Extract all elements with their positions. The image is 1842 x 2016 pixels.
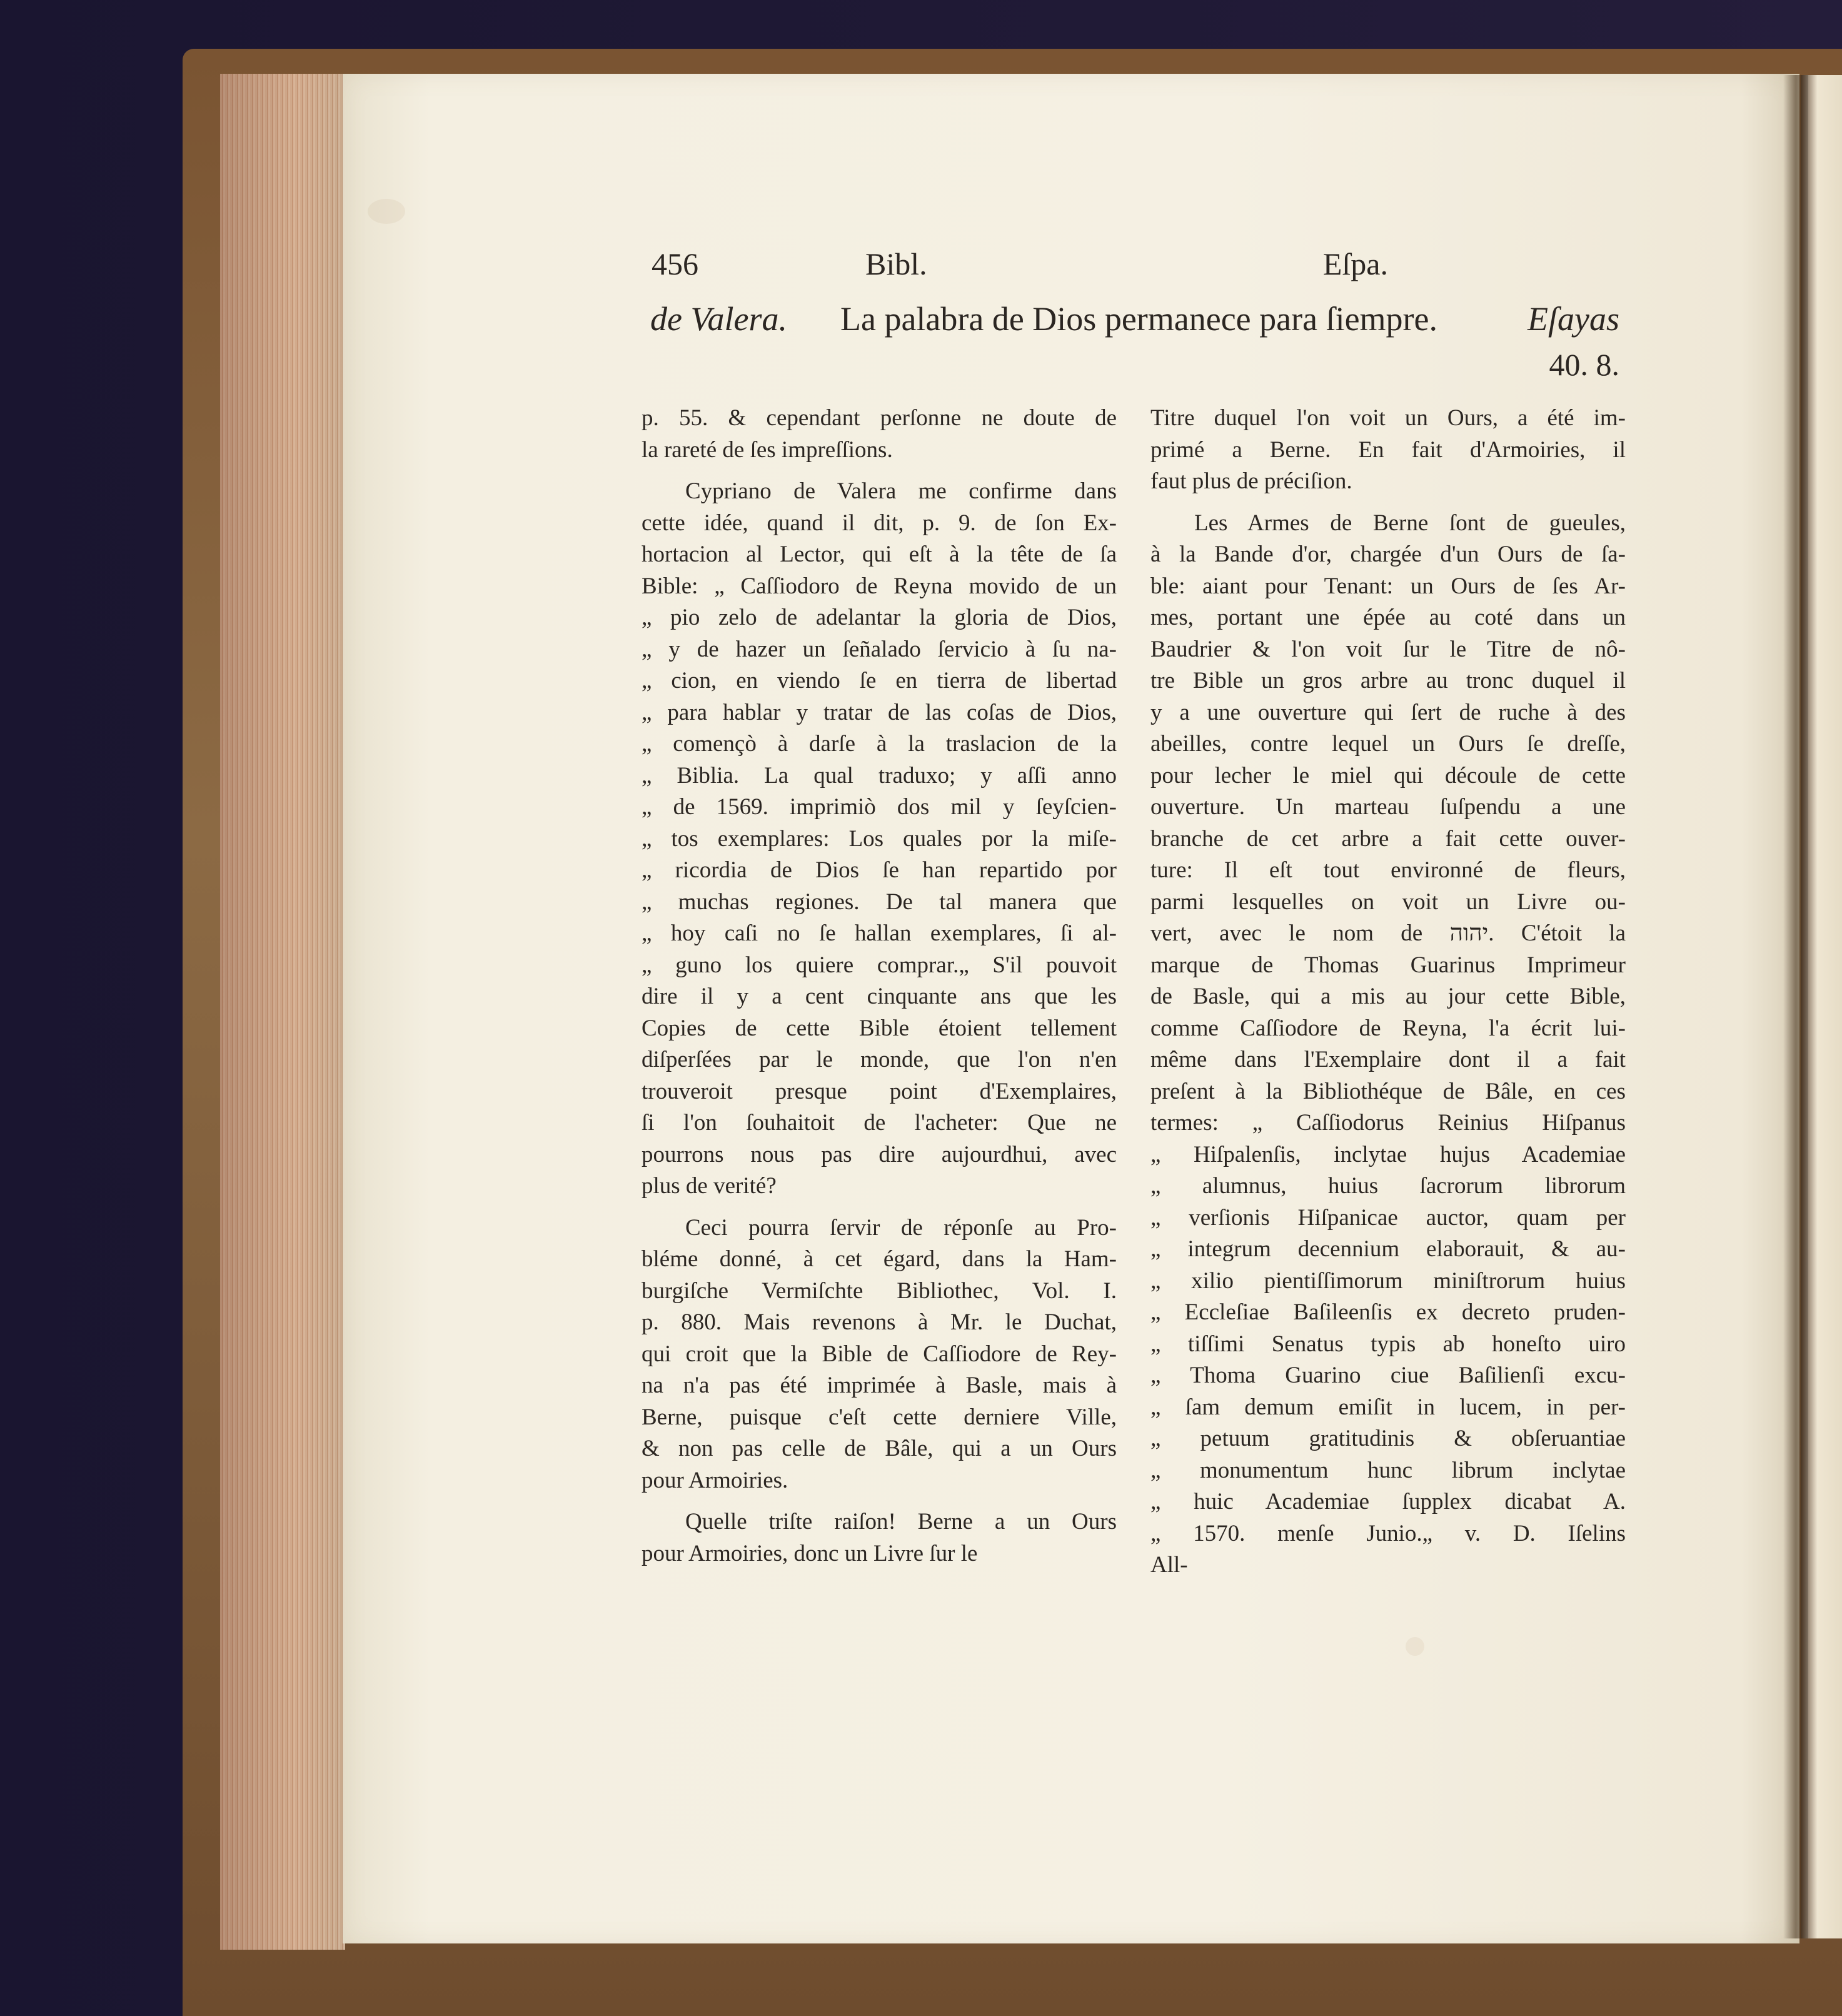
text-line: pour lecher le miel qui découle de cette: [1150, 762, 1626, 789]
text-line: „ de 1569. imprimiò dos mil y ſeyſcien-: [642, 794, 1117, 820]
text-line: „ para hablar y tratar de las coſas de Dios,: [642, 699, 1117, 725]
motto-source: Eſayas: [1527, 300, 1619, 338]
text-line: Bible: „ Caſſiodoro de Reyna movido de un: [642, 573, 1117, 599]
text-line: p. 880. Mais revenons à Mr. le Duchat,: [642, 1309, 1117, 1335]
text-line: termes: „ Caſſiodorus Reinius Hiſpanus: [1150, 1110, 1626, 1136]
text-line: à la Bande d'or, chargée d'un Ours de ſa-: [1150, 542, 1626, 567]
text-line: „ muchas regiones. De tal manera que: [642, 889, 1117, 915]
paragraph-gap: [1150, 498, 1626, 508]
text-line: vert, avec le nom de יהוה. C'étoit la: [1150, 920, 1626, 946]
motto-line: [650, 294, 1619, 344]
text-line: preſent à la Bibliothéque de Bâle, en ces: [1150, 1078, 1626, 1104]
text-line: „ xilio pientiſſimorum miniſtrorum huius: [1150, 1268, 1626, 1294]
text-line: qui croit que la Bible de Caſſiodore de Rey-: [642, 1341, 1117, 1367]
text-line: „ Eccleſiae Baſileenſis ex decreto pruden-: [1150, 1299, 1626, 1325]
text-line: Quelle triſte raiſon! Berne a un Ours: [685, 1509, 1117, 1535]
text-line: dire il y a cent cinquante ans que les: [642, 984, 1117, 1009]
page-number: 456: [652, 246, 698, 281]
text-line: „ petuum gratitudinis & obſeruantiae: [1150, 1426, 1626, 1451]
text-line: plus de verité?: [642, 1173, 777, 1199]
text-line: Copies de cette Bible étoient tellement: [642, 1015, 1117, 1041]
text-line: p. 55. & cependant perſonne ne doute de: [642, 405, 1117, 431]
text-line: Cypriano de Valera me confirme dans: [685, 478, 1117, 504]
text-line: faut plus de préciſion.: [1150, 468, 1352, 494]
text-line: ture: Il eſt tout environné de fleurs,: [1150, 857, 1626, 883]
text-line: „ Thoma Guarino ciue Baſilienſi excu-: [1150, 1363, 1626, 1388]
text-line: „ Hiſpalenſis, inclytae hujus Academiae: [1150, 1141, 1626, 1167]
motto-reference: 40. 8.: [1549, 347, 1619, 382]
paragraph-gap: [642, 466, 1117, 476]
text-line: „ integrum decennium elaborauit, & au-: [1150, 1236, 1626, 1262]
text-line: „ cion, en viendo ſe en tierra de libertad: [642, 668, 1117, 693]
text-line: cette idée, quand il dit, p. 9. de ſon Ex-: [642, 510, 1117, 536]
text-line: Ceci pourra ſervir de réponſe au Pro-: [685, 1214, 1117, 1241]
text-line: „ huic Academiae ſupplex dicabat A.: [1150, 1489, 1626, 1515]
text-line: Berne, puisque c'eſt cette derniere Ville,: [642, 1404, 1117, 1430]
text-line: trouveroit presque point d'Exemplaires,: [642, 1078, 1117, 1104]
running-head-center: Bibl.: [865, 246, 927, 281]
text-line: „ ricordia de Dios ſe han repartido por: [642, 857, 1117, 883]
text-line: „ Biblia. La qual traduxo; y aſſi anno: [642, 762, 1117, 789]
text-line: pourrons nous pas dire aujourdhui, avec: [642, 1141, 1117, 1167]
text-line: diſperſées par le monde, que l'on n'en: [642, 1047, 1117, 1072]
running-head: [652, 239, 1388, 289]
text-column-left: [642, 403, 1117, 1570]
foxing-spot: [368, 199, 405, 224]
text-line: tre Bible un gros arbre au tronc duquel il: [1150, 668, 1626, 693]
running-head-right: Eſpa.: [1322, 246, 1388, 281]
text-line: comme Caſſiodore de Reyna, l'a écrit lui-: [1150, 1015, 1626, 1041]
text-line: ſi l'on ſouhaitoit de l'acheter: Que ne: [642, 1110, 1117, 1136]
text-line: Titre duquel l'on voit un Ours, a été im-: [1150, 405, 1626, 431]
text-line: „ guno los quiere comprar.„ S'il pouvoit: [642, 952, 1117, 978]
text-line: hortacion al Lector, qui eſt à la tête de ſa: [642, 542, 1117, 567]
text-line: Les Armes de Berne ſont de gueules,: [1194, 510, 1626, 536]
page-gutter: [1783, 75, 1808, 1938]
text-line: & non pas celle de Bâle, qui a un Ours: [642, 1436, 1117, 1461]
text-line: „ y de hazer un ſeñalado ſervicio à ſu na-: [642, 636, 1117, 662]
paragraph-gap: [642, 1496, 1117, 1506]
page-block-shade: [220, 74, 345, 1950]
motto-author: de Valera.: [650, 300, 787, 338]
foxing-spot: [1406, 1637, 1424, 1656]
text-line: ble: aiant pour Tenant: un Ours de ſes Ar-: [1150, 573, 1626, 599]
text-line: „ hoy caſi no ſe hallan exemplares, ſi al-: [642, 920, 1117, 946]
text-line: de Basle, qui a mis au jour cette Bible,: [1150, 984, 1626, 1009]
text-line: „ ſam demum emiſit in lucem, in per-: [1150, 1394, 1626, 1420]
text-line: na n'a pas été imprimée à Basle, mais à: [642, 1373, 1117, 1398]
text-line: „ tos exemplares: Los quales por la miſe-: [642, 825, 1117, 852]
text-line: „ començò à darſe à la traslacion de la: [642, 731, 1117, 757]
text-line: branche de cet arbre a fait cette ouver-: [1150, 825, 1626, 852]
text-line: y a une ouverture qui ſert de ruche à des: [1150, 699, 1626, 725]
text-line: „ tiſſimi Senatus typis ab honeſto uiro: [1150, 1331, 1626, 1357]
text-column-right: [1150, 403, 1626, 1581]
paragraph-gap: [642, 1202, 1117, 1212]
text-line: mes, portant une épée au coté dans un: [1150, 605, 1626, 630]
text-line: ouverture. Un marteau ſuſpendu a une: [1150, 794, 1626, 820]
text-line: marque de Thomas Guarinus Imprimeur: [1150, 952, 1626, 978]
text-line: „ alumnus, huius ſacrorum librorum: [1150, 1173, 1626, 1199]
text-line: „ monumentum hunc librum inclytae: [1150, 1457, 1626, 1483]
text-line: primé a Berne. En fait d'Armoiries, il: [1150, 436, 1626, 463]
text-line: „ pio zelo de adelantar la gloria de Dios,: [642, 605, 1117, 630]
text-line: burgiſche Vermiſchte Bibliothec, Vol. I.: [642, 1278, 1117, 1304]
text-line: All-: [1150, 1552, 1188, 1578]
text-line: bléme donné, à cet égard, dans la Ham-: [642, 1246, 1117, 1272]
text-line: Baudrier & l'on voit ſur le Titre de nô-: [1150, 636, 1626, 662]
text-line: „ 1570. menſe Junio.„ v. D. Iſelins: [1150, 1520, 1626, 1546]
text-line: pour Armoiries.: [642, 1467, 788, 1493]
text-line: pour Armoiries, donc un Livre ſur le: [642, 1540, 978, 1566]
text-line: abeilles, contre lequel un Ours ſe dreſſe,: [1150, 731, 1626, 757]
text-line: même dans l'Exemplaire dont il a fait: [1150, 1047, 1626, 1072]
text-line: „ verſionis Hiſpanicae auctor, quam per: [1150, 1204, 1626, 1231]
text-line: parmi lesquelles on voit un Livre ou-: [1150, 889, 1626, 915]
text-line: la rareté de ſes impreſſions.: [642, 436, 893, 463]
motto-text: La palabra de Dios permanece para ſiempre.: [840, 300, 1437, 338]
